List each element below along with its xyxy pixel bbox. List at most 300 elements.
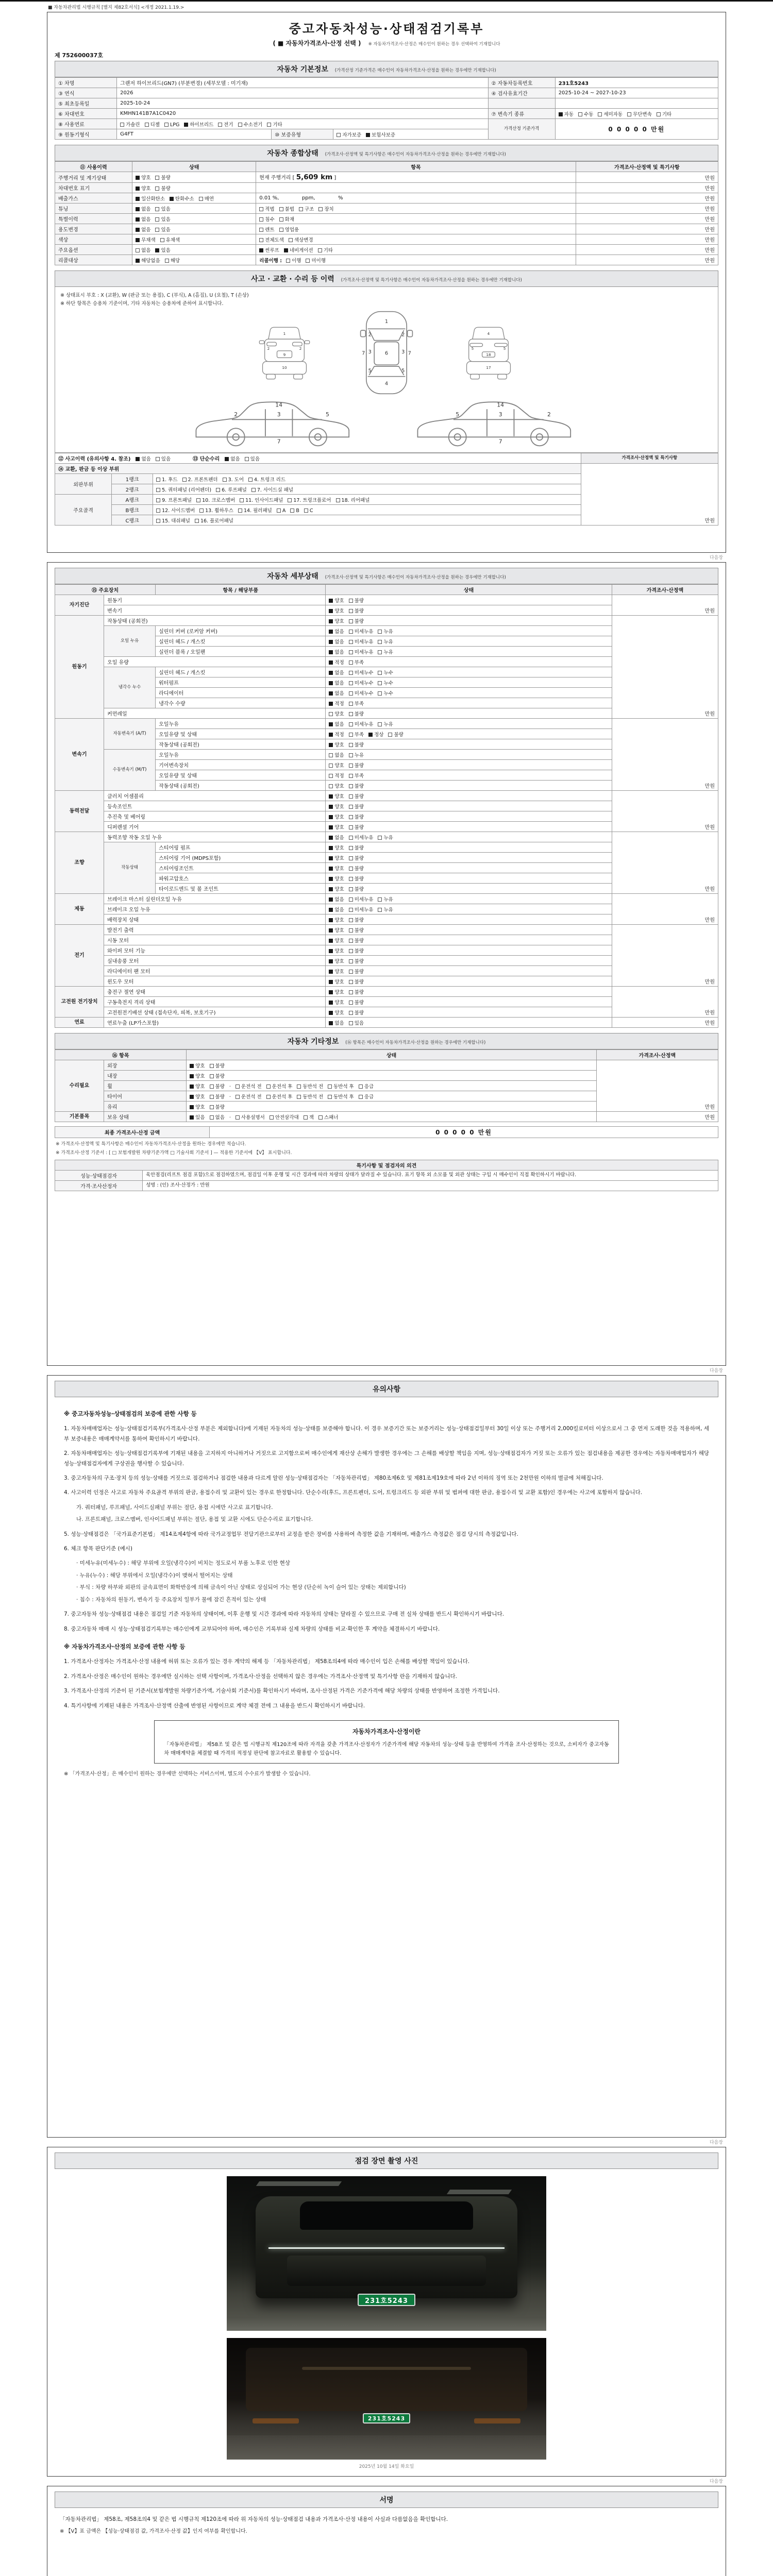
checkbox-양호[interactable]	[329, 916, 344, 923]
checkbox-label: 구조	[305, 206, 314, 212]
checkbox-불량[interactable]	[349, 916, 364, 923]
checkbox-구조[interactable]	[299, 205, 314, 212]
checkbox-누유[interactable]	[378, 895, 393, 903]
checkbox-응급[interactable]	[359, 1093, 374, 1100]
checkbox-없음[interactable]	[136, 226, 150, 233]
checkbox-없음[interactable]	[136, 205, 150, 212]
checkbox-누유[interactable]	[378, 648, 393, 655]
checkbox-동반석 전[interactable]	[297, 1082, 323, 1090]
section-detail	[55, 568, 718, 584]
item-state	[326, 935, 612, 945]
checkbox-색상변경[interactable]	[289, 236, 313, 243]
svg-text:7: 7	[277, 438, 281, 445]
empty-value	[555, 98, 718, 109]
checkbox-있음[interactable]	[155, 215, 170, 223]
checkbox-기타[interactable]	[318, 246, 333, 253]
checkbox-있음[interactable]	[156, 455, 171, 462]
checkbox-18. 리어패널[interactable]	[336, 496, 370, 503]
checkbox-box-icon	[349, 794, 353, 799]
checkbox-불량[interactable]	[349, 865, 364, 872]
checkbox-불량[interactable]	[349, 823, 364, 831]
item-state	[326, 863, 612, 873]
item-label: 디퍼렌셜 기어	[104, 822, 326, 832]
checkbox-있음[interactable]	[155, 226, 170, 233]
checkbox-label: 누수	[383, 680, 393, 686]
appraiser-comment: 성명 : (인) 조사·산정가 : 만원	[143, 1181, 718, 1191]
section-detail-note: (가격조사·산정액 및 특기사항은 매수인이 자동차가격조사·산정을 원하는 경우에만 기재합니다)	[325, 575, 506, 580]
checkbox-운전석 전[interactable]	[236, 1082, 262, 1090]
checkbox-이행[interactable]	[286, 257, 301, 264]
checkbox-없음[interactable]	[329, 906, 344, 913]
checkbox-자동[interactable]	[559, 110, 574, 117]
checkbox-box-icon	[349, 764, 353, 768]
checkbox-적법[interactable]	[259, 205, 274, 212]
section-etc-title: 자동차 기타정보	[287, 1038, 339, 1046]
section-signature-title: 서명	[379, 2496, 394, 2504]
checkbox-box-icon	[267, 123, 271, 127]
checkbox-label: 없음	[334, 896, 344, 903]
checkbox-양호[interactable]	[136, 174, 150, 181]
checkbox-box-icon	[236, 1084, 240, 1089]
checkbox-양호[interactable]	[329, 998, 344, 1006]
checkbox-14. 필러패널[interactable]	[238, 506, 272, 514]
overall-item-label: 색상	[55, 234, 132, 245]
checkbox-16. 플로어패널[interactable]	[195, 517, 233, 524]
checkbox-없음[interactable]	[329, 669, 344, 676]
checkbox-미세누유[interactable]	[349, 638, 374, 645]
checkbox-양호[interactable]	[329, 875, 344, 882]
checkbox-누유[interactable]	[378, 720, 393, 727]
price-cell: 만원	[576, 214, 718, 224]
checkbox-양호[interactable]	[190, 1103, 205, 1110]
checkbox-동반석 후[interactable]	[328, 1082, 354, 1090]
checkbox-불량[interactable]	[210, 1072, 225, 1079]
checkbox-미이행[interactable]	[306, 257, 326, 264]
checkbox-스패너[interactable]	[318, 1113, 339, 1121]
sub-group-label: 수동변속기 (M/T)	[104, 750, 156, 791]
checkbox-누유[interactable]	[378, 628, 393, 635]
section-basic-info	[55, 61, 718, 77]
checkbox-box-icon	[155, 228, 159, 232]
checkbox-양호[interactable]	[329, 803, 344, 810]
checkbox-label: 없음	[334, 690, 344, 697]
checkbox-양호[interactable]	[136, 184, 150, 192]
checkbox-label: 불량	[354, 711, 364, 717]
checkbox-매연[interactable]	[199, 195, 214, 202]
checkbox-box-icon	[136, 207, 140, 211]
price-cell: 만원	[576, 234, 718, 245]
checkbox-없음[interactable]	[329, 628, 344, 635]
checkbox-미세누유[interactable]	[349, 834, 374, 841]
checkbox-없음[interactable]	[225, 455, 240, 462]
checkbox-label: 양호	[334, 814, 344, 820]
checkbox-불량[interactable]	[349, 741, 364, 748]
checkbox-양호[interactable]	[329, 617, 344, 624]
checkbox-불량[interactable]	[349, 813, 364, 820]
car-diagram-right-side-view	[410, 399, 585, 448]
checkbox-label: 양호	[334, 927, 344, 934]
item-state	[326, 822, 612, 832]
notice-block-16: 1. 가격조사·산정자는 가격조사·산정 내용에 허위 또는 오류가 있는 경우 계약의 해제 등 「자동차관리법」 제58조의4에 따라 매수인이 입은 손해를 배상할 책임이 있습니다.	[64, 1658, 470, 1665]
checkbox-렌트[interactable]	[259, 226, 274, 233]
checkbox-양호[interactable]	[329, 988, 344, 995]
checkbox-box-icon	[329, 928, 333, 933]
checkbox-적정[interactable]	[329, 772, 344, 779]
checkbox-없음[interactable]	[136, 246, 150, 253]
checkbox-있음[interactable]	[245, 455, 260, 462]
detail-header-2: 상태	[326, 585, 612, 595]
checkbox-양호[interactable]	[329, 813, 344, 820]
checkbox-B[interactable]	[290, 508, 299, 514]
checkbox-미세누수[interactable]	[349, 689, 374, 697]
checkbox-불량[interactable]	[349, 803, 364, 810]
checkbox-양호[interactable]	[329, 978, 344, 985]
checkbox-11. 인사이드패널[interactable]	[240, 496, 283, 503]
checkbox-세미자동[interactable]	[598, 110, 623, 117]
checkbox-box-icon	[336, 498, 340, 502]
checkbox-양호[interactable]	[329, 597, 344, 604]
checkbox-양호[interactable]	[329, 885, 344, 892]
checkbox-불량[interactable]	[210, 1082, 225, 1090]
section-signature	[55, 2492, 718, 2508]
item-label: 오일누유	[156, 719, 326, 729]
checkbox-기타[interactable]	[267, 121, 282, 128]
checkbox-box-icon	[329, 918, 333, 922]
checkbox-불량[interactable]	[349, 885, 364, 892]
checkbox-불량[interactable]	[349, 926, 364, 934]
checkbox-label: 불량	[354, 742, 364, 748]
checkbox-불량[interactable]	[349, 792, 364, 800]
item-state	[326, 698, 612, 708]
checkbox-있음[interactable]	[190, 1113, 205, 1121]
checkbox-누수[interactable]	[378, 689, 393, 697]
checkbox-box-icon	[190, 1115, 194, 1120]
checkbox-box-icon	[184, 123, 188, 127]
checkbox-label: 누유	[383, 639, 393, 645]
checkbox-box-icon	[349, 609, 353, 613]
checkbox-불량[interactable]	[349, 957, 364, 964]
checkbox-box-icon	[199, 509, 204, 513]
checkbox-불량[interactable]	[349, 761, 364, 769]
checkbox-양호[interactable]	[190, 1093, 205, 1100]
checkbox-box-icon	[210, 1084, 214, 1089]
checkbox-12. 사이드멤버[interactable]	[156, 506, 195, 514]
checkbox-운전석 전[interactable]	[236, 1093, 262, 1100]
checkbox-무채색[interactable]	[136, 236, 156, 243]
checkbox-불량[interactable]	[349, 597, 364, 604]
checkbox-4. 트렁크 리드[interactable]	[248, 476, 285, 483]
checkbox-불량[interactable]	[349, 854, 364, 861]
checkbox-label: 불량	[354, 824, 364, 831]
checkbox-미세누유[interactable]	[349, 628, 374, 635]
checkbox-label: 불량	[354, 608, 364, 614]
checkbox-네비게이션[interactable]	[284, 246, 313, 253]
item-state	[326, 894, 612, 904]
checkbox-없음[interactable]	[329, 638, 344, 645]
checkbox-수소전기[interactable]	[238, 121, 263, 128]
checkbox-불량[interactable]	[349, 844, 364, 851]
panel-options	[153, 484, 581, 495]
checkbox-box-icon	[297, 1095, 301, 1099]
checkbox-수동[interactable]	[578, 110, 593, 117]
checkbox-양호[interactable]	[329, 782, 344, 789]
notice-block-2: 2. 자동차매매업자는 성능·상태점검기록부에 기재된 내용을 고지하지 아니하거나 거짓으로 고지함으로써 매수인에게 재산상 손해가 발생한 경우에는 그 손해를 배상할 책임을 지며, 성능·상태점검자가 거짓 또는 오류가 있는 점검내용을 제공한 경우에는 자동차매매업자가 해당 성능·상태점검자에게 구상권을 행사할 수 있습니다.	[64, 1450, 709, 1467]
ceiling-light-shape	[256, 2181, 342, 2186]
checkbox-미세누유[interactable]	[349, 648, 374, 655]
checkbox-box-icon	[329, 660, 333, 665]
checkbox-미세누유[interactable]	[349, 720, 374, 727]
checkbox-불량[interactable]	[349, 782, 364, 789]
checkbox-없음[interactable]	[329, 720, 344, 727]
checkbox-적정[interactable]	[329, 658, 344, 666]
special-notes-table	[55, 1160, 718, 1191]
checkbox-기타[interactable]	[657, 110, 671, 117]
checkbox-양호[interactable]	[329, 607, 344, 614]
checkbox-불량[interactable]	[349, 947, 364, 954]
checkbox-불량[interactable]	[349, 1009, 364, 1016]
checkbox-label: 4. 트렁크 리드	[254, 477, 286, 483]
checkbox-2. 프론트펜더[interactable]	[182, 476, 218, 483]
checkbox-화재[interactable]	[279, 215, 294, 223]
checkbox-침수[interactable]	[259, 215, 274, 223]
checkbox-불량[interactable]	[155, 184, 170, 192]
checkbox-label: 탄화수소	[175, 196, 194, 202]
checkbox-불량[interactable]	[349, 710, 364, 717]
checkbox-썬루프[interactable]	[259, 246, 279, 253]
checkbox-3. 도어[interactable]	[223, 476, 244, 483]
etc-item-state	[187, 1101, 597, 1112]
checkbox-불량[interactable]	[349, 968, 364, 975]
checkbox-양호[interactable]	[329, 854, 344, 861]
checkbox-불량[interactable]	[349, 617, 364, 624]
checkbox-13. 휠하우스[interactable]	[199, 506, 233, 514]
checkbox-양호[interactable]	[329, 957, 344, 964]
checkbox-없음[interactable]	[329, 1019, 344, 1026]
checkbox-box-icon	[120, 123, 124, 127]
etc-item-label: 보유 상태	[104, 1112, 187, 1122]
checkbox-미세누수[interactable]	[349, 669, 374, 676]
checkbox-전기[interactable]	[218, 121, 233, 128]
overall-detail: 현재 주행거리 [ 5,609 km ]	[256, 172, 576, 183]
checkbox-적정[interactable]	[329, 700, 344, 707]
checkbox-사용설명서[interactable]	[236, 1113, 265, 1121]
checkbox-있음[interactable]	[349, 1019, 364, 1026]
checkbox-label: 불량	[354, 598, 364, 604]
checkbox-누유[interactable]	[378, 834, 393, 841]
panel-group-label: 외판부위	[55, 474, 112, 495]
checkbox-label: 매연	[204, 196, 214, 202]
checkbox-없음[interactable]	[136, 215, 150, 223]
checkbox-없음[interactable]	[136, 455, 150, 462]
checkbox-양호[interactable]	[329, 865, 344, 872]
checkbox-부족[interactable]	[349, 731, 364, 738]
checkbox-box-icon	[329, 794, 333, 799]
checkbox-5. 쿼터패널 (리어펜더)[interactable]	[156, 486, 211, 493]
checkbox-유채색[interactable]	[160, 236, 180, 243]
checkbox-box-icon	[196, 498, 200, 502]
checkbox-양호[interactable]	[329, 926, 344, 934]
checkbox-label: 없음	[334, 1020, 344, 1026]
checkbox-동반석 전[interactable]	[297, 1093, 323, 1100]
svg-text:3: 3	[368, 349, 372, 355]
checkbox-누수[interactable]	[378, 669, 393, 676]
checkbox-영업용[interactable]	[279, 226, 299, 233]
document-number: 제 752600037호	[55, 52, 103, 59]
checkbox-box-icon	[578, 112, 582, 116]
checkbox-정상[interactable]	[368, 731, 383, 738]
checkbox-불량[interactable]	[388, 731, 403, 738]
checkbox-A[interactable]	[277, 508, 286, 514]
checkbox-box-icon	[170, 197, 174, 201]
checkbox-양호[interactable]	[329, 947, 344, 954]
checkbox-누유[interactable]	[378, 906, 393, 913]
checkbox-적정[interactable]	[329, 731, 344, 738]
checkbox-있음[interactable]	[155, 205, 170, 212]
checkbox-box-icon	[349, 1021, 353, 1025]
etc-header-1: 상태	[187, 1050, 597, 1060]
item-label: 실린더 커버 (로커암 커버)	[156, 626, 326, 636]
checkbox-양호[interactable]	[329, 1009, 344, 1016]
checkbox-부족[interactable]	[349, 772, 364, 779]
inspection-period-label: ④ 검사유효기간	[488, 88, 555, 98]
checkbox-없음[interactable]	[329, 895, 344, 903]
price-cell: 만원	[612, 1018, 718, 1028]
checkbox-C[interactable]	[304, 508, 313, 514]
checkbox-label: 16. 플로어패널	[200, 518, 233, 524]
checkbox-없음[interactable]	[329, 689, 344, 697]
checkbox-label: 미이행	[311, 258, 326, 264]
checkbox-누수[interactable]	[378, 679, 393, 686]
svg-text:7: 7	[498, 438, 502, 445]
checkbox-운전석 후[interactable]	[266, 1093, 293, 1100]
checkbox-해당[interactable]	[165, 257, 180, 264]
checkbox-장치[interactable]	[318, 205, 333, 212]
item-label: 연료누출 (LP가스포함)	[104, 1018, 326, 1028]
svg-text:4: 4	[487, 331, 490, 336]
checkbox-불량[interactable]	[349, 875, 364, 882]
checkbox-누유[interactable]	[378, 638, 393, 645]
checkbox-1. 후드[interactable]	[156, 476, 177, 483]
checkbox-label: 안전삼각대	[275, 1114, 299, 1121]
checkbox-없음[interactable]	[329, 679, 344, 686]
checkbox-9. 프론트패널[interactable]	[156, 496, 192, 503]
checkbox-응급[interactable]	[359, 1082, 374, 1090]
checkbox-label: 기타	[323, 247, 333, 253]
checkbox-운전석 후[interactable]	[266, 1082, 293, 1090]
checkbox-미세누유[interactable]	[349, 895, 374, 903]
checkbox-일산화탄소[interactable]	[136, 195, 165, 202]
checkbox-양호[interactable]	[329, 710, 344, 717]
overall-item-label: 차대번호 표기	[55, 183, 132, 193]
checkbox-하이브리드[interactable]	[184, 121, 213, 128]
checkbox-label: 불량	[161, 175, 171, 181]
checkbox-7. 사이드실 패널[interactable]	[251, 486, 293, 493]
checkbox-미세누유[interactable]	[349, 906, 374, 913]
overall-detail: 리콜이행 : 이행 미이행	[256, 255, 576, 265]
item-state	[326, 657, 612, 667]
checkbox-불량[interactable]	[210, 1062, 225, 1069]
checkbox-불량[interactable]	[349, 988, 364, 995]
checkbox-양호[interactable]	[329, 968, 344, 975]
checkbox-무단변속[interactable]	[627, 110, 652, 117]
checkbox-label: 사용설명서	[241, 1114, 265, 1121]
checkbox-불량[interactable]	[155, 174, 170, 181]
checkbox-양호[interactable]	[329, 761, 344, 769]
item-label: 실내송풍 모터	[104, 956, 326, 966]
checkbox-해당없음[interactable]	[136, 257, 160, 264]
checkbox-box-icon	[349, 846, 353, 850]
checkbox-양호[interactable]	[190, 1072, 205, 1079]
section-accident-note: (가격조사·산정액 및 특기사항은 매수인이 자동차가격조사·산정을 원하는 경우에만 기재합니다)	[341, 278, 522, 283]
checkbox-label: B	[296, 507, 299, 514]
checkbox-없음[interactable]	[329, 648, 344, 655]
checkbox-label: 불량	[354, 845, 364, 851]
checkbox-box-icon	[349, 949, 353, 953]
checkbox-불량[interactable]	[349, 978, 364, 985]
checkbox-양호[interactable]	[329, 823, 344, 831]
checkbox-가솔린[interactable]	[120, 121, 140, 128]
checkbox-불량[interactable]	[210, 1093, 225, 1100]
item-label: 동력조향 작동 오일 누유	[104, 832, 326, 842]
checkbox-label: 무단변속	[633, 111, 652, 117]
checkbox-17. 트렁크플로어[interactable]	[288, 496, 331, 503]
item-state	[326, 688, 612, 698]
checkbox-없음[interactable]	[329, 751, 344, 758]
checkbox-양호[interactable]	[190, 1062, 205, 1069]
checkbox-없음[interactable]	[329, 834, 344, 841]
checkbox-불량[interactable]	[349, 998, 364, 1006]
checkbox-있음[interactable]	[155, 246, 170, 253]
checkbox-부족[interactable]	[349, 700, 364, 707]
checkbox-전체도색[interactable]	[259, 236, 284, 243]
checkbox-양호[interactable]	[190, 1082, 205, 1090]
checkbox-디젤[interactable]	[145, 121, 160, 128]
checkbox-동반석 후[interactable]	[328, 1093, 354, 1100]
checkbox-불법[interactable]	[279, 205, 294, 212]
notice-block-14: 8. 중고자동차 매매 시 성능·상태점검기록부는 매수인에게 교부되어야 하며, 매수인은 기록부와 실제 차량의 상태를 비교·확인한 후 계약을 체결하시기 바랍니다.	[64, 1625, 440, 1632]
special-notes-title: 특기사항 및 점검자의 의견	[55, 1160, 718, 1171]
lift-arm-shape	[474, 2418, 520, 2424]
checkbox-부족[interactable]	[349, 658, 364, 666]
checkbox-label: 없음	[334, 835, 344, 841]
checkbox-불량[interactable]	[349, 937, 364, 944]
checkbox-안전삼각대[interactable]	[270, 1113, 299, 1121]
checkbox-보험사보증[interactable]	[366, 131, 395, 138]
item-label: 시동 모터	[104, 935, 326, 945]
checkbox-누유[interactable]	[349, 751, 364, 758]
notice-block-12: · 침수 : 자동차의 원동기, 변속기 등 주요장치 일부가 물에 잠긴 흔적이 있는 상태	[76, 1596, 266, 1603]
checkbox-6. 루프패널[interactable]	[216, 486, 247, 493]
checkbox-LPG[interactable]	[164, 122, 179, 128]
checkbox-잭[interactable]	[304, 1113, 314, 1121]
ceiling-light-shape	[447, 2190, 512, 2194]
checkbox-10. 크로스멤버[interactable]	[196, 496, 235, 503]
checkbox-양호[interactable]	[329, 844, 344, 851]
checkbox-양호[interactable]	[329, 792, 344, 800]
checkbox-불량[interactable]	[349, 607, 364, 614]
checkbox-15. 대쉬패널[interactable]	[156, 517, 190, 524]
checkbox-box-icon	[270, 1115, 274, 1120]
checkbox-불량[interactable]	[210, 1103, 225, 1110]
checkbox-자가보증[interactable]	[337, 131, 361, 138]
workshop-floor-shape	[227, 2435, 546, 2460]
checkbox-탄화수소[interactable]	[170, 195, 194, 202]
checkbox-양호[interactable]	[329, 741, 344, 748]
checkbox-없음[interactable]	[210, 1113, 225, 1121]
car-name-value: 그랜저 하이브리드(GN7) (부분변경) (세부모델 : 미기재)	[117, 78, 489, 88]
checkbox-미세누수[interactable]	[349, 679, 374, 686]
checkbox-양호[interactable]	[329, 937, 344, 944]
